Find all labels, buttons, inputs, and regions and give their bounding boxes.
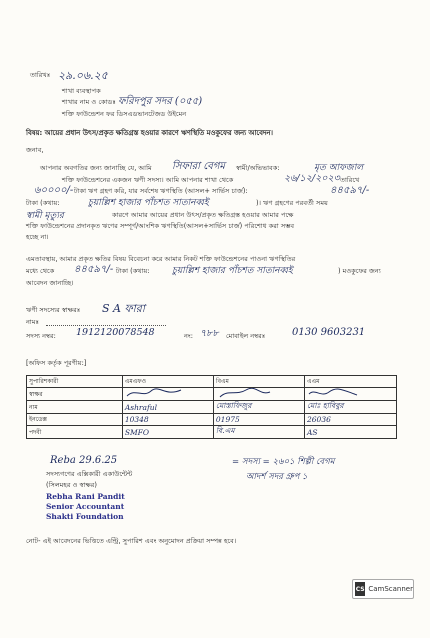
para2-line-1: এমতাবস্থায়, আমার প্রকৃত ক্ষতির বিষয় বিবেচনা করে আমার নিকট শক্তি ফাউন্ডেশনের পাওনা ঋণস্থিতির (26, 255, 296, 263)
mfo-signature-icon (125, 388, 185, 398)
guardian-label: স্বামী/অভিভাবক: (236, 164, 280, 172)
row-label: ইনডেক্স (27, 414, 123, 426)
table-row (27, 388, 397, 401)
table-cell: মোঃ হাবিবুর (305, 401, 397, 414)
camscanner-label: CamScanner (368, 585, 413, 593)
branch-label: শাখার নাম ও কোডঃ (62, 98, 116, 106)
body-line-2: শক্তি ফাউন্ডেশনের একজন ঋণী সদস্য। আমি আপনার শাখা থেকে (62, 176, 234, 184)
waive-amount: ৪৪৫৯৭/- (74, 264, 114, 275)
table-header: সুপারিশকারী (27, 376, 123, 388)
body-line-2-end: তারিখে (340, 176, 360, 184)
org-name: শক্তি ফাউন্ডেশন ফর ডিসএডভানটেজড উইমেন (62, 110, 187, 118)
subject-line: বিষয়: আয়ের প্রধান উৎস/প্রকৃত ক্ষতিগ্রস্ত হওয়ার কারণে ঋণস্থিতি মওকুফের জন্য আবেদন। (26, 129, 273, 137)
table-row (27, 401, 397, 414)
table-row (27, 426, 397, 439)
stamp-name: Rebha Rani Pandit (46, 492, 125, 501)
waive-in-words: চুয়াল্লিশ হাজার পাঁচশত সাতানব্বই (172, 266, 293, 276)
accountant-signature: Reba 29.6.25 (50, 455, 118, 466)
para2-line-3: আবেদন জানাচ্ছি। (26, 279, 74, 287)
signature-cell (122, 388, 213, 401)
applicant-name: সিফারা বেগম (172, 161, 225, 172)
body-line-1: আপনার অবগতির জন্য জানাচ্ছি যে, আমি (40, 164, 152, 172)
table-cell: মোস্তাফিজুর (213, 401, 304, 414)
nid-label: নং: (184, 332, 193, 340)
body-line-5: কারণে আমার আয়ের প্রধান উৎস/প্রকৃত ক্ষতিগ্রস্ত হওয়ার আমার পক্ষে (112, 211, 294, 219)
table-header-row (27, 376, 397, 388)
para2-line-2: মধ্যে থেকে (26, 267, 55, 275)
accountant-title: সদস্যগণের এক্সিকারী একাউন্টেন্ট (46, 470, 133, 478)
date-value: ২৯.০৬.২৫ (58, 69, 108, 82)
camscanner-icon: CS (355, 582, 365, 596)
table-row (27, 414, 397, 426)
body-line-3: টাকা ঋণ গ্রহণ করি, যার সর্বশেষ ঋণস্থিতি (আসল+ সার্ভিস চার্জ): (74, 187, 248, 195)
body-line-4-end: )। ঋণ গ্রহণের পরবর্তী সময় (256, 199, 328, 207)
body-line-7: হচ্ছে না। (26, 233, 49, 241)
balance-in-words: চুয়াল্লিশ হাজার পাঁচশত সাতানব্বই (88, 198, 209, 208)
row-label: পদবী (27, 426, 123, 439)
nid-value: ৭৮৮ (200, 328, 219, 339)
camscanner-badge (352, 579, 414, 599)
member-name-line (46, 325, 166, 326)
accountant-seal-note: (সিলমহর ও স্বাক্ষর) (46, 481, 97, 489)
guardian-name: মৃত আফজাল (314, 163, 364, 173)
hardship-reason: স্বামী মৃত্যুর (26, 211, 64, 221)
addressee: শাখা ব্যবস্থাপক (62, 87, 101, 95)
footer-note: নোট- এই আবেদনের ভিত্তিতে এন্ট্রি, সুপারিশ এবং অনুমোদন প্রক্রিয়া সম্পন্ন হবে। (26, 537, 237, 545)
bm-signature-icon (216, 388, 276, 398)
recommendation-table (26, 375, 397, 439)
table-cell: SMFO (122, 426, 213, 439)
member-sign-label: ঋণী সদস্যের স্বাক্ষরঃ (26, 306, 81, 314)
para2-line-2-end: ) মওকুফের জন্য (338, 267, 381, 275)
table-cell: 26036 (305, 414, 397, 426)
para2-line-2-mid: টাকা (কথায়: (116, 267, 150, 275)
signature-cell (213, 388, 304, 401)
member-signature: S A ফারা (102, 302, 145, 315)
table-cell: 10348 (122, 414, 213, 426)
stamp-title: Senior Accountant (46, 502, 125, 511)
member-id: 1912120078548 (76, 327, 155, 338)
salutation: জনাব, (26, 146, 44, 154)
date-label: তারিখঃ (30, 71, 51, 79)
member-name-label: নামঃ (26, 318, 40, 326)
body-line-4: টাকা (কথায়: (26, 199, 60, 207)
table-cell: বি.এম (213, 426, 304, 439)
mobile-number: 0130 9603231 (292, 327, 366, 338)
body-line-6: শক্তি ফাউন্ডেশনের প্রদানকৃত ঋণের সম্পূর্ণ/আংশিক ঋণস্থিতি(আসল+সার্ভিস চার্জ) পরিশোধ করা সম্ভব (26, 222, 295, 230)
table-header: এএম (305, 376, 397, 388)
balance-amount: ৪৪৫৯৭/- (330, 185, 370, 196)
table-cell: Ashraful (122, 401, 213, 414)
stamp-org: Shakti Foundation (46, 512, 124, 521)
signature-cell (305, 388, 397, 401)
row-label: নাম (27, 401, 123, 414)
office-use-label: [অফিস কর্তৃক পূরণীয়:] (26, 359, 87, 367)
member-id-label: সদস্য নম্বর: (26, 332, 56, 340)
loan-amount: ৬০০০০/- (34, 185, 74, 196)
row-label: স্বাক্ষর (27, 388, 123, 401)
table-header: এমএফও (122, 376, 213, 388)
right-note-1: = সদস্য = ২৬০১ শিল্পী বেগম (232, 457, 335, 467)
table-header: বিএম (213, 376, 304, 388)
mobile-label: মোবাইল নম্বরঃ (226, 332, 266, 340)
table-cell: AS (305, 426, 397, 439)
am-signature-icon (307, 388, 367, 398)
table-cell: 01975 (213, 414, 304, 426)
branch-value: ফরিদপুর সদর (০৫৫) (118, 96, 203, 107)
loan-date: ২৬/১২/২০২৩ (284, 173, 340, 184)
right-note-2: আদর্শ সদর গ্রুপ ১ (246, 472, 308, 482)
